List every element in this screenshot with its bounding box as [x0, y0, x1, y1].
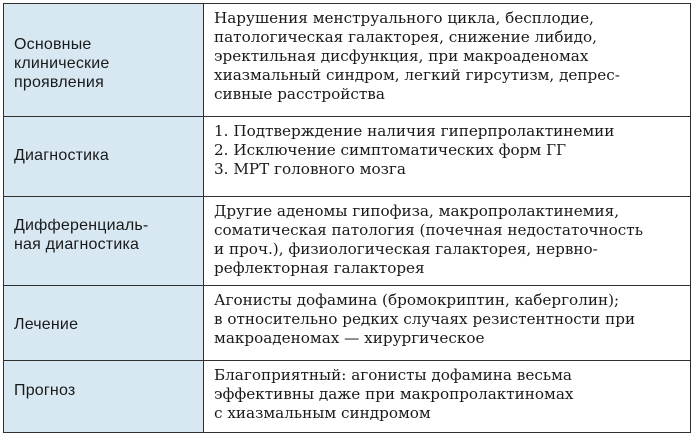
row-label: Диагностика [14, 147, 109, 164]
row-content: Агонисты дофамина (бромокриптин, каберголин); в относительно редких случаях резистентности при макроаденомах — хирургическое [214, 291, 636, 347]
row-content-cell [204, 197, 691, 286]
row-label: Лечение [14, 316, 79, 333]
row-content-cell [204, 286, 691, 361]
row-content: 1. Подтверждение наличия гиперпролактинемии 2. Исключение симптоматических форм ГГ 3. МРТ головного мозга [214, 122, 615, 178]
row-content-cell [204, 4, 691, 117]
table-row [4, 286, 691, 361]
row-label: Прогноз [14, 382, 76, 399]
row-label: Основные клинические проявления [14, 36, 110, 91]
row-label-cell [4, 117, 204, 197]
row-content-cell [204, 117, 691, 197]
summary-table [3, 3, 691, 433]
table-row [4, 117, 691, 197]
row-label: Дифференциаль- ная диагностика [14, 217, 149, 253]
row-content: Нарушения менструального цикла, бесплодие, патологическая галакторея, снижение либидо, эректильная дисфункция, при макроаденомах хиазмальный синдром, легкий гирсутизм, депрес- сивные расстройства [214, 9, 620, 103]
row-label-cell [4, 286, 204, 361]
row-label-cell [4, 197, 204, 286]
row-label-cell [4, 361, 204, 433]
row-content: Другие аденомы гипофиза, макропролактинемия, соматическая патология (почечная недостаточность и проч.), физиологическая галакторея, нервно- рефлекторная галакторея [214, 202, 643, 277]
table-row [4, 361, 691, 433]
table-row [4, 197, 691, 286]
row-content-cell [204, 361, 691, 433]
row-label-cell [4, 4, 204, 117]
row-content: Благоприятный: агонисты дофамина весьма эффективны даже при макропролактиномах с хиазмальным синдромом [214, 366, 574, 422]
table-row [4, 4, 691, 117]
